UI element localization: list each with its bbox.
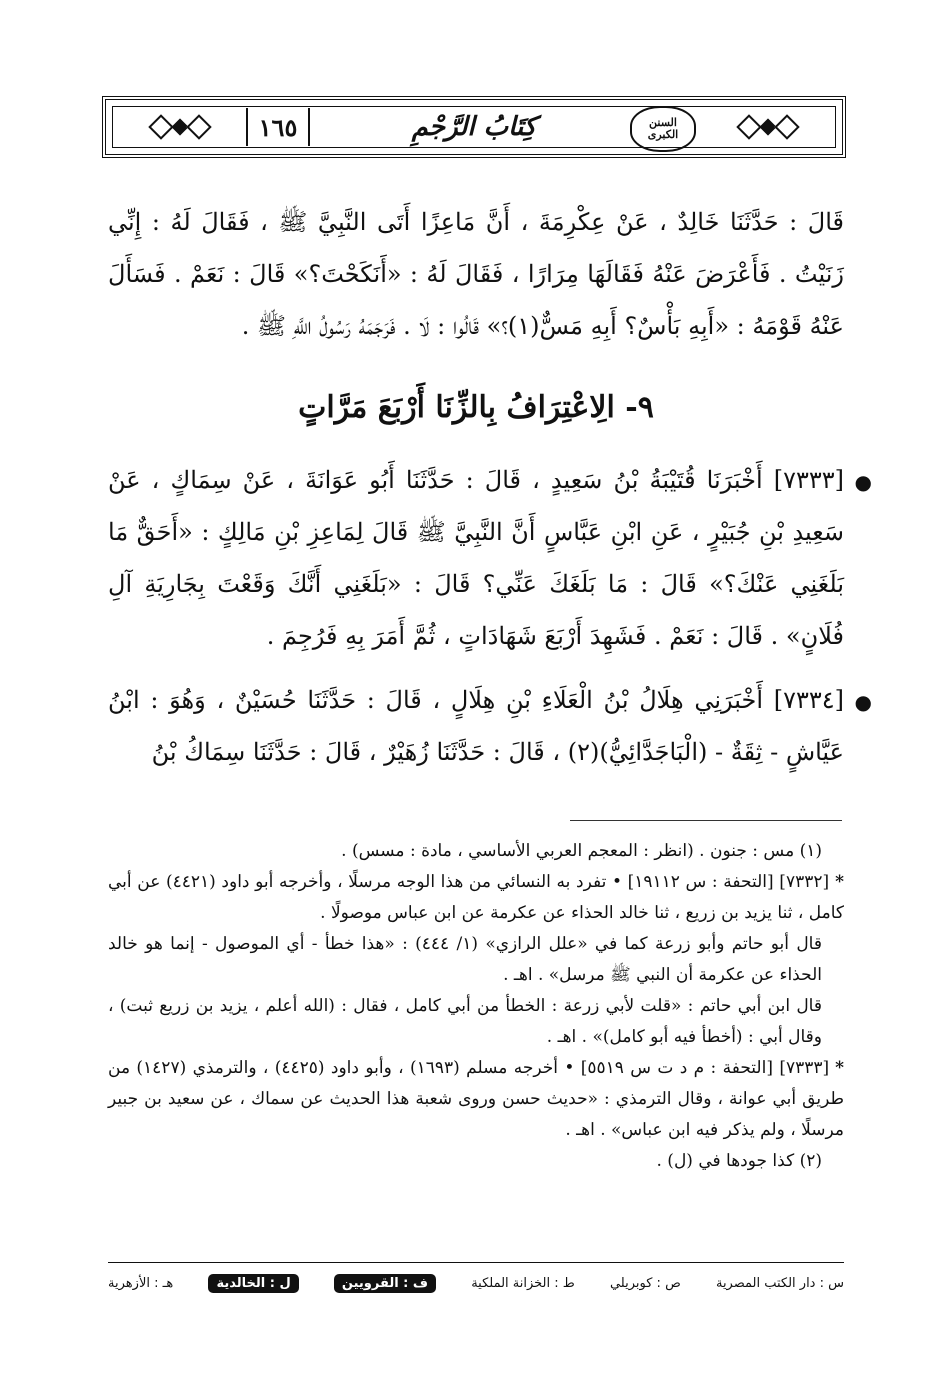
right-ornament xyxy=(708,108,828,146)
section-title: ٩- الِاعْتِرَافُ بِالزِّنَا أَرْبَعَ مَرَّاتٍ xyxy=(298,390,654,425)
legend-item-highlight: ف : القرويين xyxy=(334,1274,436,1293)
left-ornament xyxy=(120,108,240,146)
page-number: ١٦٥ xyxy=(246,108,310,146)
legend-item: ط : الخزانة الملكية xyxy=(471,1275,575,1291)
footnote-text: [٧٣٣٣] [التحفة : م د ت س ٥٥١٩] • أخرجه مسلم (١٦٩٣) ، وأبو داود (٤٤٢٥) ، والترمذي (١٤٢٧) من طريق أبي عوانة ، وقال الترمذي : «حديث حسن وروى شعبة هذا الحديث عن سماك ، عن سعيد بن جبير مرسلًا ، ولم يذكر فيه ابن عباس» . اهـ . xyxy=(108,1058,844,1140)
book-logo: السنن الكبرى xyxy=(630,106,696,152)
hadith-text: [٧٣٣٤] أَخْبَرَنِي هِلَالُ بْنُ الْعَلَاءِ بْنِ هِلَالٍ ، قَالَ : حَدَّثَنَا حُسَيْنٌ ، وَهُوَ : ابْنُ عَيَّاشٍ - ثِقَةٌ - (الْبَاجَدَّائِيُّ)(٢) ، قَالَ : حَدَّثَنَا زُهَيْرٌ ، قَالَ : حَدَّثَنَا سِمَاكُ بْنُ xyxy=(108,686,844,766)
footnotes xyxy=(108,836,844,1177)
footnote: (٢) كذا جودها في (ل) . xyxy=(656,1151,822,1171)
diamond-ornament-icon xyxy=(736,114,761,139)
hadith-list xyxy=(108,454,872,778)
diamond-ornament-icon xyxy=(148,114,173,139)
footnote xyxy=(108,867,844,929)
footnote: قال ابن أبي حاتم : «قلت لأبي زرعة : الخطأ من أبي كامل ، فقال : (الله أعلم ، يزيد بن زريع ثبت) ، وقال أبي : (أخطأ فيه أبو كامل)» . اهـ . xyxy=(108,996,822,1047)
bullet-icon: ● xyxy=(854,470,872,494)
page-header xyxy=(102,96,846,158)
diamond-ornament-icon xyxy=(186,114,211,139)
footnote: (١) مس : جنون . (انظر : المعجم العربي الأساسي ، مادة : مسس) . xyxy=(341,841,822,861)
manuscript-legend xyxy=(108,1268,844,1298)
legend-item-highlight: ل : الخالدية xyxy=(208,1274,298,1293)
main-text xyxy=(108,196,844,352)
hadith-item xyxy=(108,674,872,778)
legend-rule xyxy=(108,1262,844,1263)
footnote xyxy=(108,1053,844,1146)
hadith-text: [٧٣٣٣] أَخْبَرَنَا قُتَيْبَةُ بْنُ سَعِيدٍ ، قَالَ : حَدَّثَنَا أَبُو عَوَانَةَ ، عَنْ سِمَاكٍ ، عَنْ سَعِيدِ بْنِ جُبَيْرٍ ، عَنِ ابْنِ عَبَّاسٍ أَنَّ النَّبِيَّ ﷺ قَالَ لِمَاعِزِ بْنِ مَالِكٍ : «أَحَقٌّ مَا بَلَغَنِي عَنْكَ؟» قَالَ : مَا بَلَغَكَ عَنِّي؟ قَالَ : «بَلَغَنِي أَنَّكَ وَقَعْتَ بِجَارِيَةِ آلِ فُلَانٍ» . قَالَ : نَعَمْ . فَشَهِدَ أَرْبَعَ شَهَادَاتٍ ، ثُمَّ أَمَرَ بِهِ فَرُجِمَ . xyxy=(108,466,844,650)
footnote: قال أبو حاتم وأبو زرعة كما في «علل الرازي» (١/ ٤٤٤) : «هذا خطأ - أي الموصول - إنما هو خالد الحذاء عن عكرمة أن النبي ﷺ مرسل» . اهـ . xyxy=(108,934,822,985)
asterisk-icon: * xyxy=(835,1058,845,1078)
bullet-icon: ● xyxy=(854,690,872,714)
hadith-item xyxy=(108,454,872,662)
chapter-title: كِتَابُ الرَّجْمِ xyxy=(411,112,537,142)
opening-paragraph: قَالَ : حَدَّثَنَا خَالِدٌ ، عَنْ عِكْرِمَةَ ، أَنَّ مَاعِزًا أَتَى النَّبِيَّ ﷺ ، فَقَالَ لَهُ : إِنِّي زَنَيْتُ . فَأَعْرَضَ عَنْهُ فَقَالَهَا مِرَارًا ، فَقَالَ لَهُ : «أَنَكَحْتَ؟» قَالَ : نَعَمْ . فَسَأَلَ عَنْهُ قَوْمَهُ : «أَبِهِ بَأْسٌ؟ أَبِهِ مَسٌّ(١)؟» قَالُوا : لَا . فَرَجَمَهُ رَسُولُ اللَّهِ ﷺ . xyxy=(108,208,844,340)
footnote-text: [٧٣٣٢] [التحفة : س ١٩١١٢] • تفرد به النسائي من هذا الوجه مرسلًا ، وأخرجه أبو داود (٤٤٢١) عن أبي كامل ، ثنا يزيد بن زريع ، ثنا خالد الحذاء عن عكرمة عن ابن عباس موصولًا . xyxy=(108,872,844,923)
footnote-separator xyxy=(570,820,842,821)
legend-item: س : دار الكتب المصرية xyxy=(715,1275,844,1291)
legend-item: هـ : الأزهرية xyxy=(108,1275,174,1291)
asterisk-icon: * xyxy=(835,872,844,892)
legend-item: ص : كوبريلي xyxy=(609,1275,681,1291)
diamond-ornament-icon xyxy=(774,114,799,139)
